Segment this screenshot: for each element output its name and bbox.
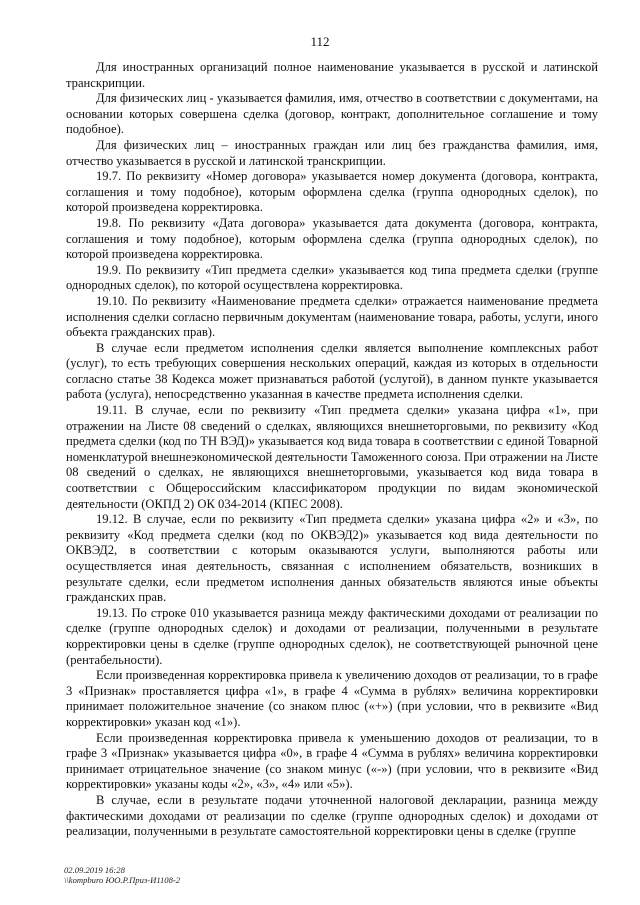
footer-timestamp: 02.09.2019 16:28 [64, 865, 125, 875]
paragraph: 19.11. В случае, если по реквизиту «Тип предмета сделки» указана цифра «1», при отражении на Листе 08 сведений о сделках, являющихся внешнеторговыми, по реквизиту «Код предмета сделки (код по ТН ВЭД)» указывается код вида товара в соответствии с единой Товарной номенклатурой внешнеэкономической деятельности Таможенного союза. При отражении на Листе 08 сведений о сделках, не являющихся внешнеторговыми, указывается код вида товара в соответствии с Общероссийским классификатором продукции по видам экономической деятельности (ОКПД 2) ОК 034-2014 (КПЕС 2008). [66, 403, 598, 511]
paragraph: 19.13. По строке 010 указывается разница между фактическими доходами от реализации по сделке (группе однородных сделок) и доходами от реализации, полученными в результате корректировки цены в сделке (группе однородных сделок), не соответствующей рыночной цене (рентабельности). [66, 605, 598, 667]
paragraph: Для физических лиц - указывается фамилия, имя, отчество в соответствии с документами, на основании которых совершена сделка (договор, контракт, дополнительное соглашение и тому подобное). [66, 91, 598, 137]
document-body [66, 60, 598, 840]
paragraph: 19.9. По реквизиту «Тип предмета сделки» указывается код типа предмета сделки (группе однородных сделок), по которой осуществлена корректировка. [66, 262, 598, 293]
paragraph: 19.8. По реквизиту «Дата договора» указывается дата документа (договора, контракта, соглашения и тому подобное), которым оформлена сделка (группа однородных сделок), по которой произведена корректировка. [66, 215, 598, 262]
footer-file-path: \\kompburo ЮО.Р.Приз-И1108-2 [64, 875, 181, 886]
paragraph: Если произведенная корректировка привела к уменьшению доходов от реализации, то в графе 3 «Признак» указывается цифра «0», в графе 4 «Сумма в рублях» величина корректировки принимает отрицательное значение (со знаком минус («-») (при условии, что в реквизите «Вид корректировки» указаны коды «2», «3», «4» или «5»). [66, 730, 598, 792]
document-footer [64, 865, 180, 886]
paragraph: Если произведенная корректировка привела к увеличению доходов от реализации, то в графе 3 «Признак» проставляется цифра «1», в графе 4 «Сумма в рублях» величина корректировки принимает положительное значение (со знаком плюс («+») (при условии, что в реквизите «Вид корректировки» указан код «1»). [66, 668, 598, 729]
paragraph: Для иностранных организаций полное наименование указывается в русской и латинской транскрипции. [66, 60, 598, 90]
paragraph: В случае если предметом исполнения сделки является выполнение комплексных работ (услуг), то есть требующих совершения нескольких операций, каждая из которых в отдельности согласно статье 38 Кодекса может признаваться работой (услугой), в данном пункте указывается работа (услуга), непосредственно указанная в качестве предмета исполнения сделки. [66, 340, 598, 402]
paragraph: 19.12. В случае, если по реквизиту «Тип предмета сделки» указана цифра «2» и «3», по реквизиту «Код предмета сделки (код по ОКВЭД2)» указывается код вида деятельности по ОКВЭД2, в соответствии с которым оказываются услуги, выполняются работы или осуществляется иная деятельность, связанная с исполнением обязательств, возникших в результате сделки, если предметом исполнения данных обязательств являются иные объекты гражданских прав. [66, 512, 598, 605]
paragraph: 19.10. По реквизиту «Наименование предмета сделки» отражается наименование предмета исполнения сделки согласно первичным документам (наименование товара, работы, услуги, иного объекта гражданских прав). [66, 293, 598, 340]
paragraph: Для физических лиц – иностранных граждан или лиц без гражданства фамилия, имя, отчество указывается в русской и латинской транскрипции. [66, 137, 598, 168]
paragraph: 19.7. По реквизиту «Номер договора» указывается номер документа (договора, контракта, соглашения и тому подобное), которым оформлена сделка (группа однородных сделок), по которой произведена корректировка. [66, 169, 598, 215]
paragraph: В случае, если в результате подачи уточненной налоговой декларации, разница между фактическими доходами от реализации по сделке (группе однородных сделок) и доходами от реализации, полученными в результате самостоятельной корректировки цены в сделке (группе [66, 792, 598, 839]
page-number: 112 [310, 34, 330, 49]
